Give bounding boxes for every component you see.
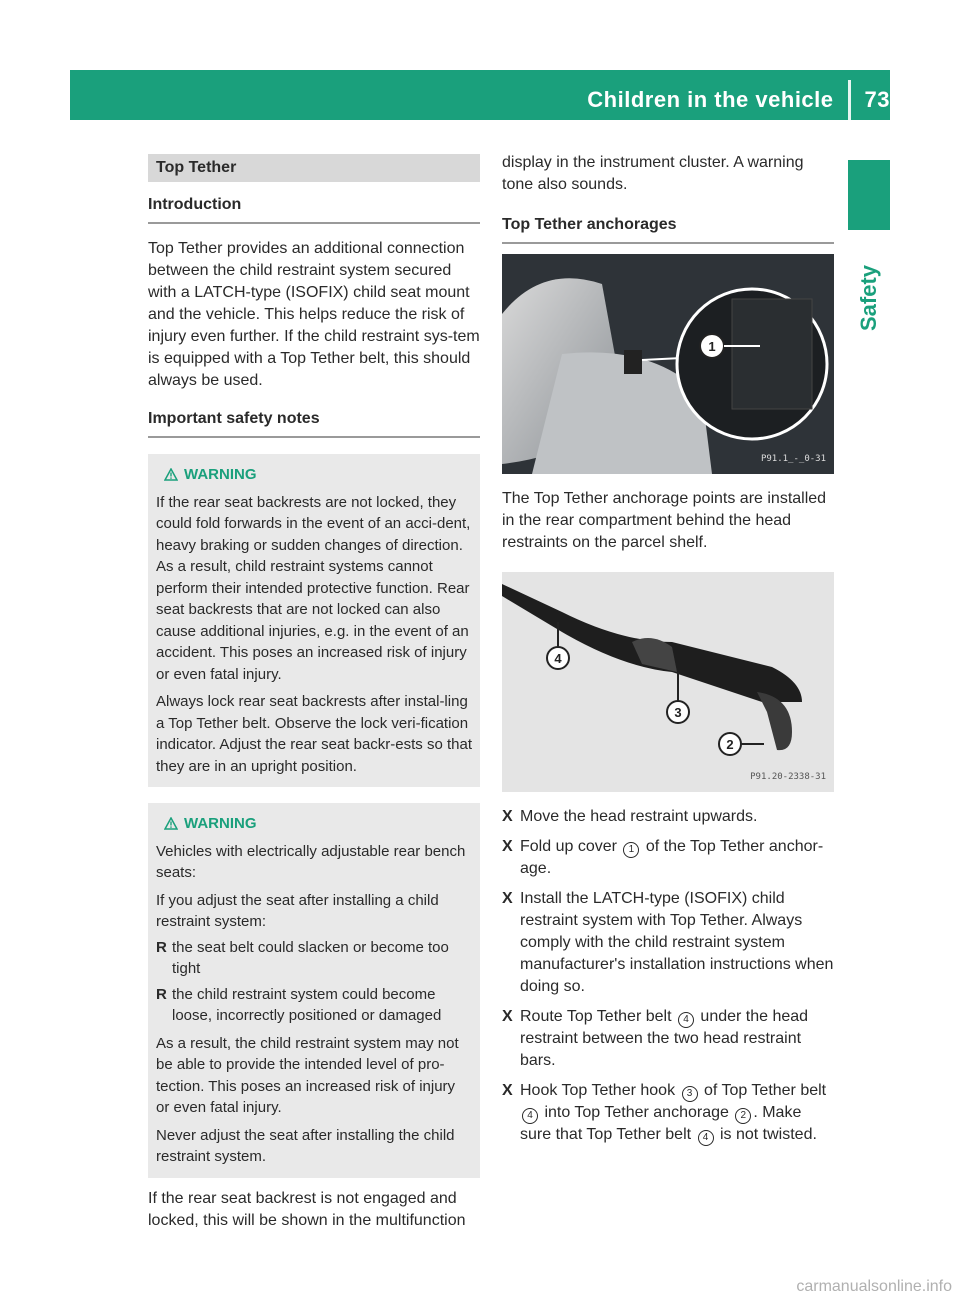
figure-tether-hook (502, 572, 834, 792)
warning-triangle-icon (164, 817, 178, 830)
warning-text: If the rear seat backrests are not locked, they could fold forwards in the event of an acci-dent, heavy braking or sudden changes of direction. As a result, child restraint systems cannot perform their intended protective function. Rear seat backrests that are not locked can also cause additional injuries, e.g. in the event of an accident. This poses an increased risk of injury or even fatal injury. (156, 493, 471, 683)
section-tab-label: Safety (856, 264, 881, 332)
section-tab (848, 160, 890, 230)
list-item: R the seat belt could slacken or become too tight (156, 938, 449, 977)
closing-text: If the rear seat backrest is not engaged and locked, this will be shown in the multifunction (148, 1189, 466, 1229)
figure-code: P91.1_-_0-31 (760, 454, 826, 464)
warning-text: Always lock rear seat backrests after instal-ling a Top Tether belt. Observe the lock veri-fication indicator. Adjust the rear seat backr-ests so that they are in an upright position. (156, 693, 472, 775)
warning-title: WARNING (156, 813, 472, 835)
callout-2: 2 (726, 737, 734, 752)
callout-1: 1 (708, 339, 716, 354)
list-item: X Install the LATCH-type (ISOFIX) child restraint system with Top Tether. Always comply with the child restraint system manufacturer's installation instructions when doing so. (502, 890, 834, 995)
warning-text: As a result, the child restraint system may not be able to provide the intended level of pro-tection. This poses an increased risk of injury or even fatal injury. (156, 1034, 459, 1116)
anchorages-heading: Top Tether anchorages (502, 214, 834, 244)
chapter-title: Children in the vehicle (587, 87, 834, 112)
warning-triangle-icon (164, 468, 178, 481)
header-separator (848, 80, 851, 120)
headrest-illustration (502, 254, 834, 474)
figure-code: P91.20-2338-31 (750, 772, 826, 782)
callout-3: 3 (674, 705, 682, 720)
anchorage-text: The Top Tether anchorage points are installed in the rear compartment behind the head restraints on the parcel shelf. (502, 490, 827, 551)
intro-text: Top Tether provides an additional connection between the child restraint system secured with a LATCH-type (ISOFIX) child seat mount and the vehicle. This helps reduce the risk of injury even further. If the child restraint sys-tem is equipped with a Top Tether belt, this should always be used. (148, 240, 480, 389)
safety-heading: Important safety notes (148, 408, 480, 438)
warning-text: Vehicles with electrically adjustable rear bench seats: (156, 842, 466, 881)
list-item: X Route Top Tether belt 4 under the head restraint between the two head restraint bars. (502, 1008, 809, 1069)
list-item: X Hook Top Tether hook 3 of Top Tether belt 4 into Top Tether anchorage 2 . Make sure that Top Tether belt 4 is not twisted. (502, 1080, 834, 1146)
steps-list (502, 806, 834, 1146)
continued-text: display in the instrument cluster. A warning tone also sounds. (502, 154, 804, 193)
right-column (502, 150, 834, 1146)
list-item: X Move the head restraint upwards. (502, 808, 758, 825)
callout-4: 4 (554, 651, 562, 666)
tether-hook-illustration (502, 572, 834, 792)
figure-headrest (502, 254, 834, 474)
watermark: carmanualsonline.info (796, 1278, 952, 1295)
list-item: R the child restraint system could become loose, incorrectly positioned or damaged (156, 985, 442, 1024)
warning-text: If you adjust the seat after installing a child restraint system: (156, 891, 439, 930)
warning-title: WARNING (156, 464, 472, 486)
warning-text: Never adjust the seat after installing the child restraint system. (156, 1126, 455, 1165)
left-column (148, 150, 480, 1232)
warning-box-2 (148, 803, 480, 1178)
list-item: X Fold up cover 1 of the Top Tether anchor-age. (502, 838, 824, 877)
running-header (587, 86, 890, 114)
warning-box-1 (148, 454, 480, 787)
page-number: 73 (864, 87, 890, 112)
section-title: Top Tether (148, 154, 480, 182)
intro-heading: Introduction (148, 194, 480, 224)
